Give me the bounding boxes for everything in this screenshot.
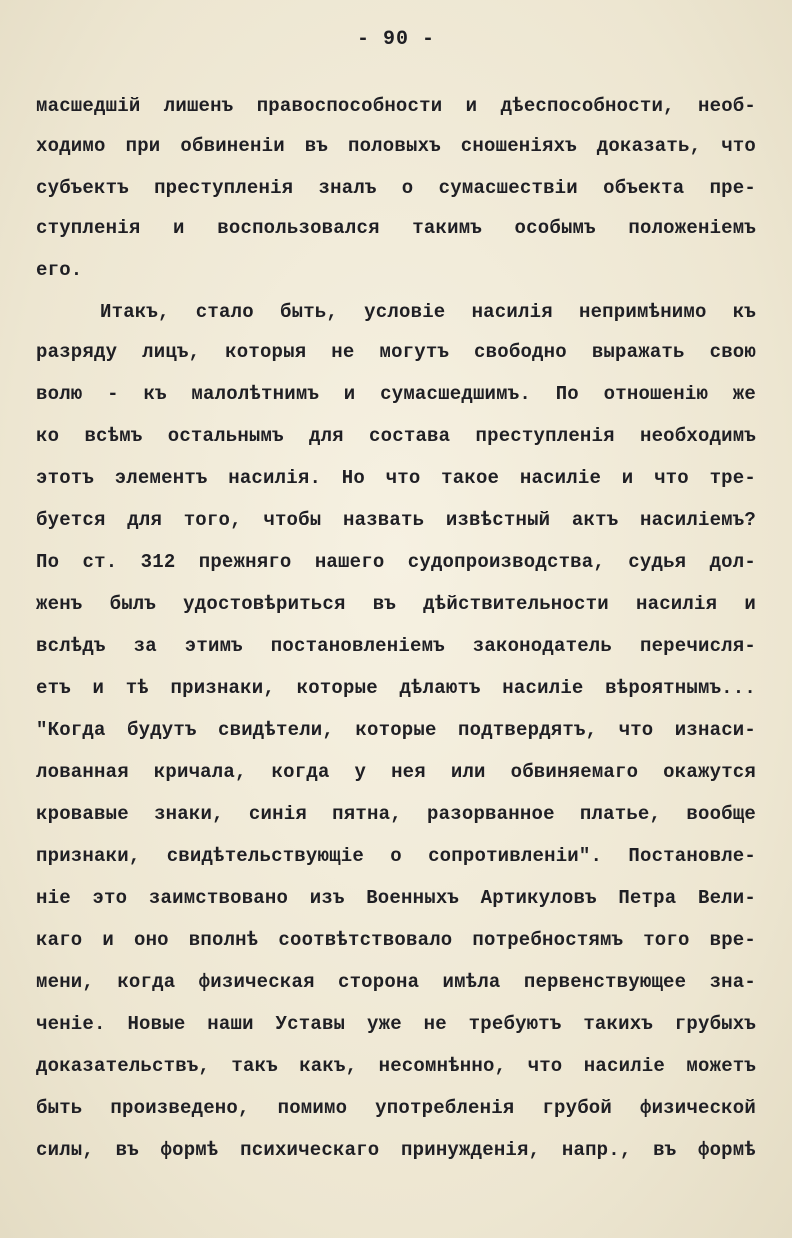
text-line: этотъ элементъ насилія. Но что такое насиліе и что тре- — [36, 467, 756, 489]
text-line: ступленія и воспользовался такимъ особымъ положеніемъ — [36, 217, 756, 239]
text-line: каго и оно вполнѣ соотвѣтствовало потребностямъ того вре- — [36, 929, 756, 951]
text-line: кровавые знаки, синія пятна, разорванное платье, вообще — [36, 803, 756, 825]
text-line: разряду лицъ, которыя не могутъ свободно выражать свою — [36, 341, 756, 363]
text-line: признаки, свидѣтельствующіе о сопротивленіи". Постановле- — [36, 845, 756, 867]
text-line: волю - къ малолѣтнимъ и сумасшедшимъ. По отношенію же — [36, 383, 756, 405]
text-line: "Когда будутъ свидѣтели, которые подтвердятъ, что изнаси- — [36, 719, 756, 741]
text-line: ко всѣмъ остальнымъ для состава преступленія необходимъ — [36, 425, 756, 447]
text-line: его. — [36, 259, 83, 281]
text-line: лованная кричала, когда у нея или обвиняемаго окажутся — [36, 761, 756, 783]
text-line: буется для того, чтобы назвать извѣстный актъ насиліемъ? — [36, 509, 756, 531]
text-line: женъ былъ удостовѣриться въ дѣйствительности насилія и — [36, 593, 756, 615]
text-line: масшедшій лишенъ правоспособности и дѣеспособности, необ- — [36, 95, 756, 117]
text-line: вслѣдъ за этимъ постановленіемъ законодатель перечисля- — [36, 635, 756, 657]
text-line: По ст. 312 прежняго нашего судопроизводства, судья дол- — [36, 551, 756, 573]
page-number: - 90 - — [356, 28, 435, 51]
text-line: быть произведено, помимо употребленія грубой физической — [36, 1097, 756, 1119]
text-line: доказательствъ, такъ какъ, несомнѣнно, что насиліе можетъ — [36, 1055, 756, 1077]
text-line: ходимо при обвиненіи въ половыхъ сношеніяхъ доказать, что — [36, 135, 756, 157]
text-line: субъектъ преступленія зналъ о сумасшествіи объекта пре- — [36, 177, 756, 199]
text-line: етъ и тѣ признаки, которые дѣлаютъ насиліе вѣроятнымъ... — [36, 677, 756, 699]
text-line: ніе это заимствовано изъ Военныхъ Артикуловъ Петра Вели- — [36, 887, 756, 909]
text-line: ченіе. Новые наши Уставы уже не требуютъ такихъ грубыхъ — [36, 1013, 756, 1035]
text-line: силы, въ формѣ психическаго принужденія, напр., въ формѣ — [36, 1139, 756, 1161]
text-line: Итакъ, стало быть, условіе насилія непримѣнимо къ — [100, 301, 756, 323]
text-line: мени, когда физическая сторона имѣла первенствующее зна- — [36, 971, 756, 993]
